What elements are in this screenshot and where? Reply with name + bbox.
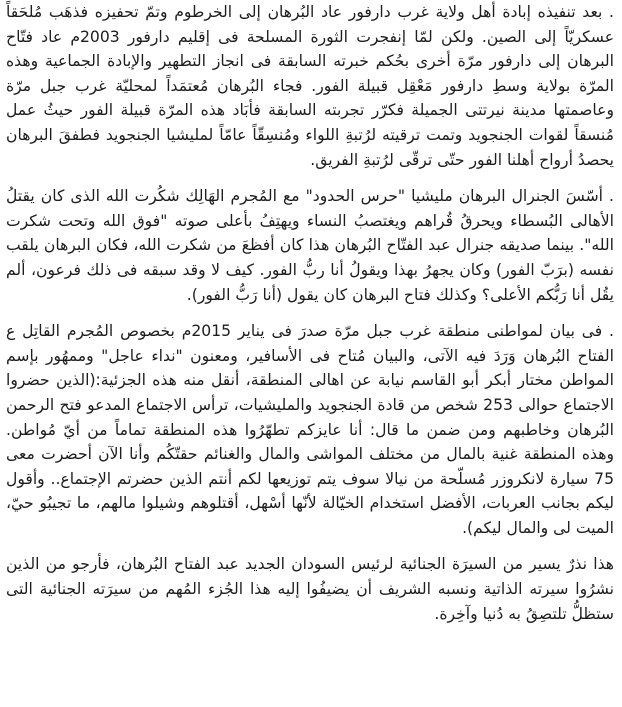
paragraph-4: هذا نذرٌ يسير من السيرَة الجنائية لرئيس السودان الجديد عبد الفتاح البُرهان، فأرجو من الذين نشرُوا سيرته الذاتية ونسبه الشريف أن يضيفُوا إليه هذا الجُزء المُهم من سيرَته الجنائية التى ستظلُّ تلتصِقُ به دُنيا وآخِرة. [6,555,614,623]
paragraph-1: . بعد تنفيذه إبادة أهل ولاية غرب دارفور عاد البُرهان إلى الخرطوم وتمّ تحفيزه فذهَب مُلحَقاً عسكريّاً إلى الصين. ولكن لمّا إنفجرت الثورة المسلحة فى إقليم دارفور 2003م عاد فتّاح البرهان إلى دارفور مرّة أخرى بحُكم خبرته السابقة فى انجاز التطهير والإبادة الجماعية وهذه المرّة بولاية وسطِ دارفور مَعْقِل قبيلة الفور. فجاء البُرهان مُعتمَداً لمحليّة غرب جبل مرّة وعاصمتها مدينة نيرتتى الجميلة فكرّر تجربته السابقة فأبَاد هذه المرّة قبيلة الفور حيثُ عمل مُنسقاً لقوات الجنجويد وتمت ترقيته لرُتبةِ اللواء ومُنسِقّاً عامّاً لمليشيا الجنجويد فطفقَ البرهان يحصدُ أرواح أهلنا الفور حتّى ترقّى لرُتبةِ الفريق. [6,3,614,169]
paragraph-gap [6,540,614,552]
paragraph-2: . أسّسَ الجنرال البرهان مليشيا "حرس الحدود" مع المُجرم الهَالِك شكُرت الله الذى كان يقتلُ الأهالى البُسطاء ويحرقُ قُراهم ويغتصبُ النساء ويهتِفُ بأعلى صوته "فوق الله وتحت شكرت الله". بينما صديقه جنرال عبد الفتّاح البُرهان هذا كان أفظعَ من شكرت الله، فكان البرهان يلقب نفسه (برَبّ الفور) وكان يجهرُ بهذا ويقولُ أنا ربُّ الفور. كيف لا وقد سبقه فى ذلك فرعون، ألم يقُل أنا رَبُّكم الأعلى؟ وكذلك فتاح البرهان كان يقول (أنا رَبُّ الفور). [6,187,614,304]
paragraph-gap [6,307,614,319]
paragraph-gap [6,172,614,184]
paragraph-3: . فى بيان لمواطنى منطقة غرب جبل مرّة صدرَ فى يناير 2015م بخصوص المُجرم القاتِل ع الفتاح البُرهان وَرَدَ فيه الآتى، والبيان مُتاح فى الأسافير، ومعنون "نداء عاجل" وممهُور بإسم المواطن مختار أبكر أبو القاسم نيابة عن اهالى المنطقة، أنقل منه هذه الجزئية:(الذين حضروا الاجتماع حوالى 253 شخص من قادة الجنجويد والمليشيات، ترأس الاجتماع المدعو فتح الرحمن البُرهان وخاطبهم ومن ضمن ما قال: أنا عايزكم تطهّرُوا هذه المنطقة تماماً من أيّ مُواطن. وهذه المنطقة غنية بالمال من مختلف المواشى والمال والغنائم حقتّكُم وأنا الآن أحضرت معى 75 سيارة لانكروزر مُسلّحة من نيالا سوف يتم توزيعها لكم أنتم الذين حضرتم الإجتماع.. وأقول ليكم بجانب العربات، الأفضل استخدام الخيّالة لأنّها أسْهل، أقتلوهم وشيلوا مالهم، ما تجيبُو حيّ، الميت لى والمال ليكم). [6,322,615,537]
